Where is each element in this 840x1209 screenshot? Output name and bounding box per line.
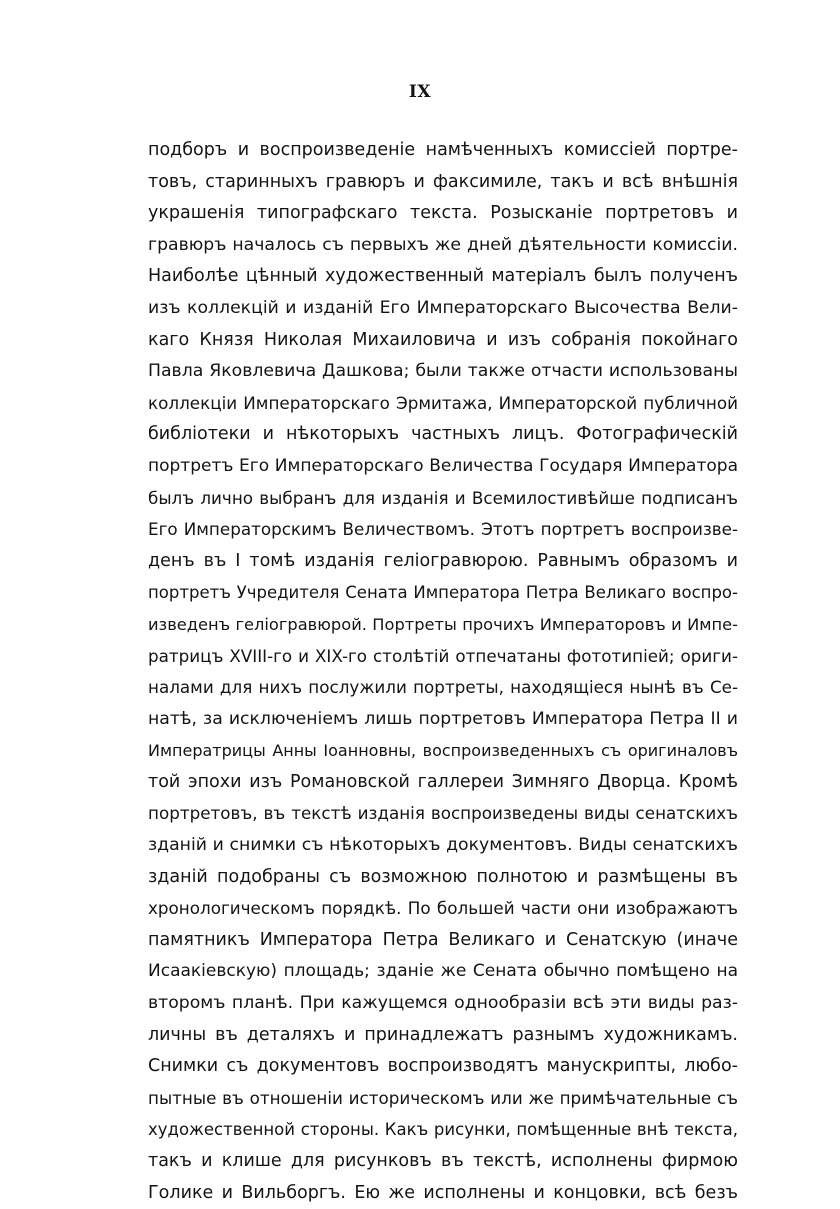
text-line: художественной стороны. Какъ рисунки, помѣщенные внѣ текста, [148, 1120, 738, 1140]
text-line: Императрицы Анны Іоанновны, воспроизведенныхъ съ оригиналовъ [148, 741, 738, 761]
text-line: Голике и Вильборгъ. Ею же исполнены и концовки, всѣ безъ [148, 1182, 738, 1203]
text-line: Павла Яковлевича Дашкова; были также отчасти использованы [148, 361, 738, 382]
text-line: портретовъ, въ текстѣ изданія воспроизведены виды сенатскихъ [148, 803, 738, 824]
text-line: второмъ планѣ. При кажущемся однообразіи всѣ эти виды раз- [148, 993, 738, 1014]
text-line: коллекціи Императорскаго Эрмитажа, Императорской публичной [148, 392, 738, 413]
text-line: денъ въ I томѣ изданія геліогравюрою. Равнымъ образомъ и [148, 550, 738, 571]
text-line: былъ лично выбранъ для изданія и Всемилостивѣйше подписанъ [148, 487, 738, 508]
text-line: такъ и клише для рисунковъ въ текстѣ, исполнены фирмою [148, 1151, 738, 1171]
text-line: зданій подобраны съ возможною полнотою и размѣщены въ [148, 866, 738, 887]
text-line: Наиболѣе цѣнный художественный матеріалъ былъ полученъ [148, 266, 738, 287]
text-line: изъ коллекцій и изданій Его Императорскаго Высочества Вели- [148, 297, 738, 318]
body-text [148, 135, 738, 1209]
text-line: гравюръ началось съ первыхъ же дней дѣятельности комиссіи. [148, 234, 738, 255]
text-line: библіотеки и нѣкоторыхъ частныхъ лицъ. Фотографическій [148, 424, 738, 445]
page-number: IX [408, 82, 432, 102]
text-line: личны въ деталяхъ и принадлежатъ разнымъ художникамъ. [148, 1024, 738, 1045]
text-line: зданій и снимки съ нѣкоторыхъ документовъ. Виды сенатскихъ [148, 835, 738, 856]
text-line: портретъ Учредителя Сената Императора Петра Великаго воспро- [148, 583, 738, 603]
text-line: подборъ и воспроизведеніе намѣченныхъ комиссіей портре- [148, 140, 738, 160]
text-line: той эпохи изъ Романовской галлереи Зимняго Дворца. Кромѣ [148, 771, 738, 792]
text-line: каго Князя Николая Михаиловича и изъ собранія покойнаго [148, 329, 738, 350]
text-line: изведенъ геліогравюрой. Портреты прочихъ Императоровъ и Импе- [148, 614, 738, 634]
text-line: памятникъ Императора Петра Великаго и Сенатскую (иначе [148, 929, 738, 950]
text-line: натѣ, за исключеніемъ лишь портретовъ Императора Петра II и [148, 708, 738, 729]
text-line: Исаакіевскую) площадь; зданіе же Сената обычно помѣщено на [148, 961, 738, 982]
text-line: налами для нихъ послужили портреты, находящіеся нынѣ въ Се- [148, 677, 738, 698]
text-line: украшенія типографскаго текста. Розысканіе портретовъ и [148, 203, 738, 224]
text-line: ратрицъ XVIII-го и XIX-го столѣтій отпечатаны фототипіей; ориги- [148, 645, 738, 666]
text-line: Его Императорскимъ Величествомъ. Этотъ портретъ воспроизве- [148, 519, 738, 540]
text-line: хронологическомъ порядкѣ. По большей части они изображаютъ [148, 898, 738, 919]
text-line: товъ, старинныхъ гравюръ и факсимиле, такъ и всѣ внѣшнія [148, 171, 738, 192]
text-line: пытные въ отношеніи историческомъ или же примѣчательные съ [148, 1087, 738, 1108]
text-line: Снимки съ документовъ воспроизводятъ манускрипты, любо- [148, 1056, 738, 1077]
text-line: портретъ Его Императорскаго Величества Государя Императора [148, 455, 738, 476]
